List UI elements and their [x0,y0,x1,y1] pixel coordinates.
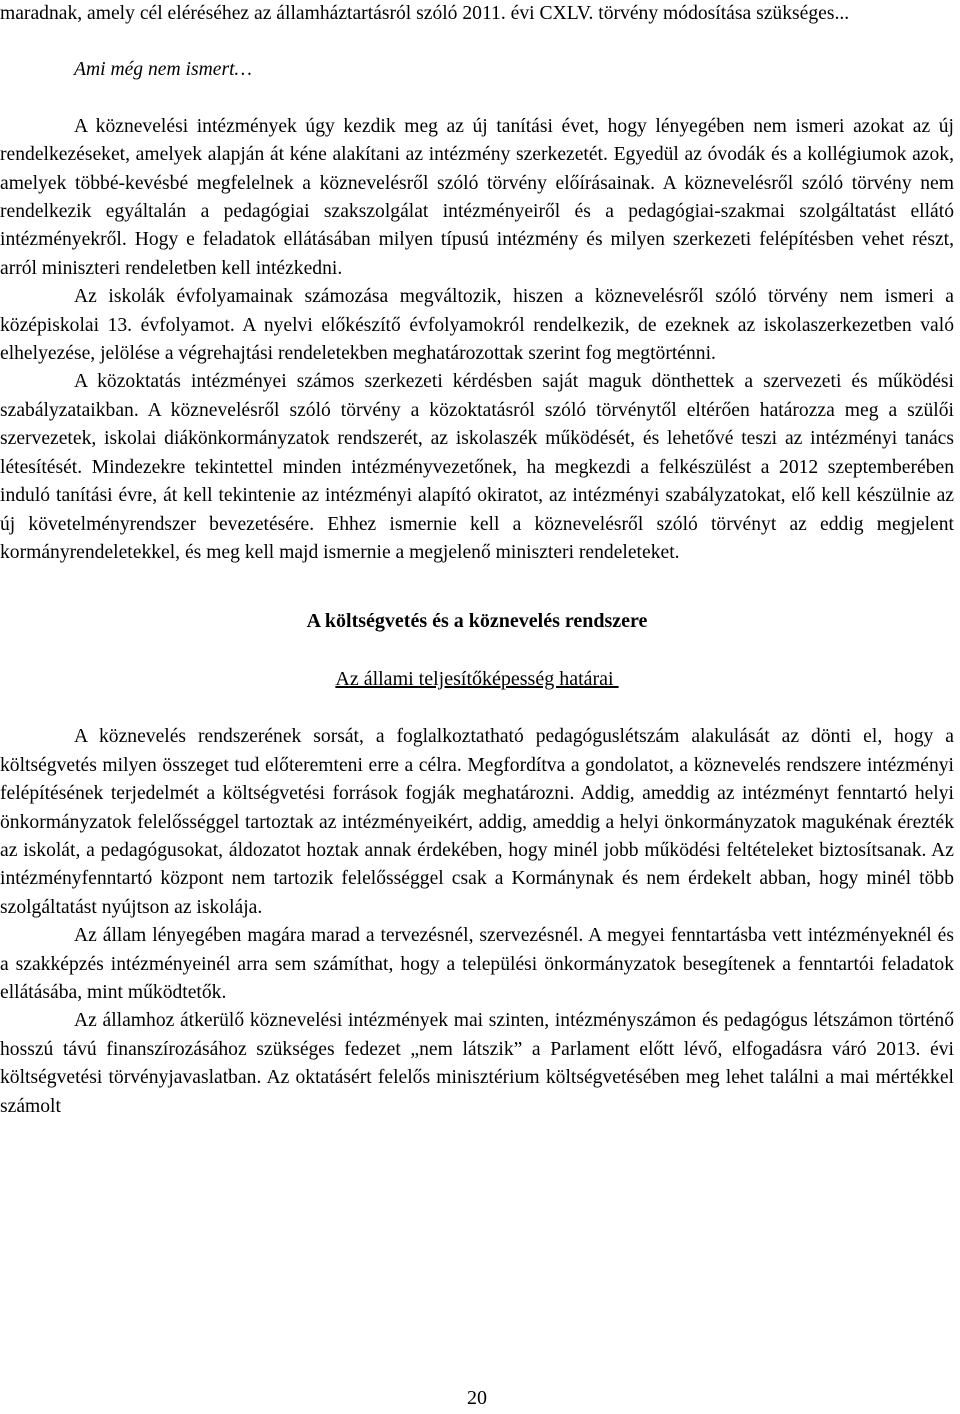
section-subheading-text: Az állami teljesítőképesség határai [335,668,619,691]
paragraph-4: A köznevelés rendszerének sorsát, a foglalkoztatható pedagóguslétszám alakulását az dönti el, hogy a költségvetés milyen összeget tud előteremteni erre a célra. Megfordítva a gondolatot, a köznevelés rendszere intézményi felépítésének terjedelmét a költségvetési források fogják meghatározni. Addig, ameddig az intézményt fenntartó helyi önkormányzatok felelősséggel tartoztak az intézményeikért, addig, ameddig a helyi önkormányzatok magukénak érezték az iskolát, a pedagógusokat, áldozatot hoztak annak érdekében, hogy minél jobb működési feltételeket biztosítsanak. Az intézményfenntartó központ nem tartozik felelősséggel csak a Kormánynak és nem érdekelt abban, hogy minél több szolgáltatást nyújtson az iskolája. [0,726,954,918]
section-subheading [0,665,954,693]
paragraph-6: Az államhoz átkerülő köznevelési intézmények mai szinten, intézményszámon és pedagógus létszámon történő hosszú távú finanszírozásához szükséges fedezet „nem látszik” a Parlament előtt lévő, elfogadásra váró 2013. évi költségvetési törvényjavaslatban. Az oktatásért felelős minisztérium költségvetésében meg lehet találni a mai mértékkel számolt [0,1010,954,1117]
section-heading: A költségvetés és a köznevelés rendszere [306,610,648,633]
paragraph-1: A köznevelési intézmények úgy kezdik meg az új tanítási évet, hogy lényegében nem ismeri azokat az új rendelkezéseket, amelyek alapján át kéne alakítani az intézmény szerkezetét. Egyedül az óvodák és a kollégiumok azok, amelyek többé-kevésbé megfelelnek a köznevelésről szóló törvény előírásainak. A köznevelésről szóló törvény nem rendelkezik egyáltalán a pedagógiai szakszolgálat intézményeiről és a pedagógiai-szakmai szolgáltatást ellátó intézményekről. Hogy e feladatok ellátásában milyen típusú intézmény és milyen szerkezeti felépítésben vehet részt, arról miniszteri rendeletben kell intézkedni. [0,115,954,279]
intro-fragment: maradnak, amely cél eléréséhez az államháztartásról szóló 2011. évi CXLV. törvény módosítása szükséges... [0,3,850,24]
paragraph-3: A közoktatás intézményei számos szerkezeti kérdésben saját maguk dönthettek a szervezeti és működési szabályzataikban. A köznevelésről szóló törvény a közoktatásról szóló törvénytől eltérően határozza meg a szülői szervezetek, iskolai diákönkormányzatok rendszerét, az iskolaszék működését, és lehetővé teszi az intézményi tanács létesítését. Mindezekre tekintettel minden intézményvezetőnek, ha megkezdi a felkészülést a 2012 szeptemberében induló tanítási évre, át kell tekintenie az intézményi alapító okiratot, az intézményi szabályzatokat, elő kell készülnie az új követelményrendszer bevezetésére. Ehhez ismernie kell a köznevelésről szóló törvényt az eddig megjelent kormányrendeletekkel, és meg kell majd ismernie a megjelenő miniszteri rendeleteket. [0,371,954,563]
page-number: 20 [467,1387,487,1409]
paragraph-2: Az iskolák évfolyamainak számozása megváltozik, hiszen a köznevelésről szóló törvény nem ismeri a középiskolai 13. évfolyamot. A nyelvi előkészítő évfolyamokról rendelkezik, de ezeknek az iskolaszerkezetben való elhelyezése, jelölése a végrehajtási rendeletekben meghatározottak szerint fog megtörténni. [0,286,954,365]
section-lead-italic: Ami még nem ismert… [74,59,252,81]
paragraph-5: Az állam lényegében magára marad a tervezésnél, szervezésnél. A megyei fenntartásba vett intézményeknél és a szakképzés intézményeinél arra sem számíthat, hogy a települési önkormányzatok besegítenek a fenntartói feladatok ellátásába, mint működtetők. [0,925,954,1003]
